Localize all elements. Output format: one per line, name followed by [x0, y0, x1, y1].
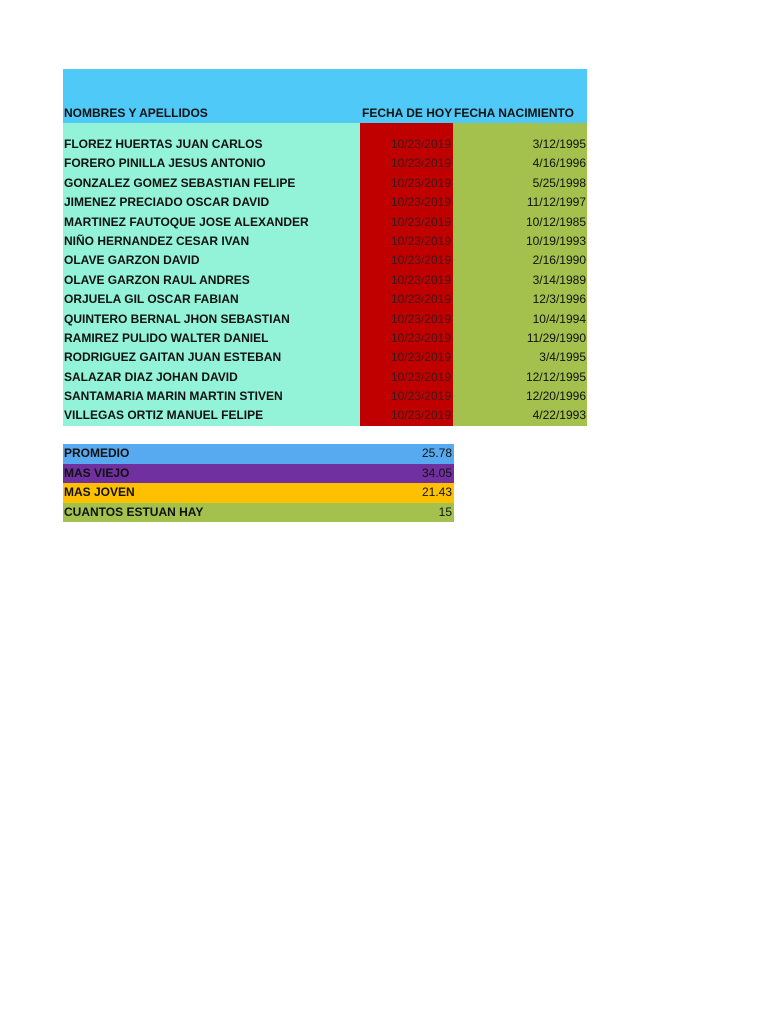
table-row	[63, 174, 587, 193]
cell-today-date[interactable]: 10/23/2019	[390, 214, 451, 229]
cell-today-date[interactable]: 10/23/2019	[390, 350, 451, 365]
cell-today-date[interactable]: 10/23/2019	[390, 253, 451, 268]
cell-name[interactable]: NIÑO HERNANDEZ CESAR IVAN	[64, 233, 250, 248]
cell-today-date[interactable]: 10/23/2019	[390, 272, 451, 287]
stat-label-cuantos[interactable]: CUANTOS ESTUAN HAY	[64, 504, 204, 519]
table-row	[63, 193, 587, 212]
cell-today-date[interactable]: 10/23/2019	[390, 156, 451, 171]
cell-name[interactable]: SANTAMARIA MARIN MARTIN STIVEN	[64, 389, 283, 404]
stat-row-promedio	[63, 444, 454, 464]
stat-label-promedio[interactable]: PROMEDIO	[64, 446, 130, 460]
cell-birth-date[interactable]: 3/14/1989	[532, 272, 586, 287]
stat-label-mas-joven[interactable]: MAS JOVEN	[64, 485, 135, 499]
table-row	[63, 368, 587, 387]
stat-row-mas-viejo	[63, 464, 454, 484]
header-names[interactable]: NOMBRES Y APELLIDOS	[64, 106, 208, 120]
table-row	[63, 310, 587, 329]
stat-value-cuantos[interactable]: 15	[438, 504, 452, 519]
cell-name[interactable]: RODRIGUEZ GAITAN JUAN ESTEBAN	[64, 350, 282, 365]
table-row	[63, 329, 587, 348]
cell-today-date[interactable]: 10/23/2019	[390, 175, 451, 190]
header-today-date[interactable]: FECHA DE HOY	[362, 106, 453, 120]
cell-birth-date[interactable]: 10/12/1985	[525, 214, 586, 229]
cell-name[interactable]: MARTINEZ FAUTOQUE JOSE ALEXANDER	[64, 214, 309, 229]
table-body	[63, 123, 587, 426]
cell-name[interactable]: VILLEGAS ORTIZ MANUEL FELIPE	[64, 408, 264, 423]
table-row	[63, 348, 587, 367]
cell-birth-date[interactable]: 4/22/1993	[532, 408, 586, 423]
stat-label-mas-viejo[interactable]: MAS VIEJO	[64, 465, 130, 480]
table-row	[63, 154, 587, 173]
cell-name[interactable]: SALAZAR DIAZ JOHAN DAVID	[64, 369, 238, 384]
cell-birth-date[interactable]: 10/19/1993	[525, 233, 586, 248]
cell-today-date[interactable]: 10/23/2019	[390, 311, 451, 326]
cell-birth-date[interactable]: 10/4/1994	[532, 311, 586, 326]
cell-birth-date[interactable]: 12/12/1995	[525, 369, 586, 384]
cell-name[interactable]: QUINTERO BERNAL JHON SEBASTIAN	[64, 311, 290, 326]
table-row	[63, 251, 587, 270]
table-row	[63, 387, 587, 406]
stat-row-mas-joven	[63, 483, 454, 503]
table-header	[63, 69, 587, 123]
cell-birth-date[interactable]: 12/20/1996	[525, 389, 586, 404]
cell-birth-date[interactable]: 11/29/1990	[526, 330, 586, 345]
cell-birth-date[interactable]: 11/12/1997	[526, 195, 586, 210]
stat-value-mas-viejo[interactable]: 34.05	[421, 465, 452, 480]
cell-name[interactable]: RAMIREZ PULIDO WALTER DANIEL	[64, 330, 269, 345]
cell-birth-date[interactable]: 2/16/1990	[532, 253, 586, 268]
cell-name[interactable]: OLAVE GARZON DAVID	[64, 253, 200, 268]
stat-value-promedio[interactable]: 25.78	[421, 446, 452, 460]
cell-birth-date[interactable]: 4/16/1996	[532, 156, 586, 171]
cell-birth-date[interactable]: 5/25/1998	[532, 175, 586, 190]
table-row	[63, 213, 587, 232]
student-table	[63, 69, 587, 426]
stat-value-mas-joven[interactable]: 21.43	[421, 485, 452, 499]
cell-today-date[interactable]: 10/23/2019	[390, 195, 451, 210]
cell-name[interactable]: FORERO PINILLA JESUS ANTONIO	[64, 156, 266, 171]
table-row	[63, 406, 587, 425]
header-birth-date[interactable]: FECHA NACIMIENTO	[454, 106, 574, 120]
cell-name[interactable]: GONZALEZ GOMEZ SEBASTIAN FELIPE	[64, 175, 296, 190]
table-row	[63, 135, 587, 154]
cell-name[interactable]: OLAVE GARZON RAUL ANDRES	[64, 272, 250, 287]
cell-today-date[interactable]: 10/23/2019	[390, 389, 451, 404]
cell-birth-date[interactable]: 3/12/1995	[532, 137, 586, 151]
table-row	[63, 232, 587, 251]
cell-name[interactable]: JIMENEZ PRECIADO OSCAR DAVID	[64, 195, 270, 210]
table-row	[63, 290, 587, 309]
cell-today-date[interactable]: 10/23/2019	[390, 369, 451, 384]
cell-name[interactable]: ORJUELA GIL OSCAR FABIAN	[64, 292, 239, 307]
cell-birth-date[interactable]: 3/4/1995	[539, 350, 586, 365]
cell-today-date[interactable]: 10/23/2019	[390, 408, 451, 423]
cell-today-date[interactable]: 10/23/2019	[390, 330, 451, 345]
stat-row-cuantos	[63, 503, 454, 523]
cell-today-date[interactable]: 10/23/2019	[390, 137, 451, 151]
cell-today-date[interactable]: 10/23/2019	[390, 233, 451, 248]
cell-today-date[interactable]: 10/23/2019	[390, 292, 451, 307]
cell-birth-date[interactable]: 12/3/1996	[532, 292, 586, 307]
summary-block	[63, 444, 454, 522]
table-row	[63, 271, 587, 290]
cell-name[interactable]: FLOREZ HUERTAS JUAN CARLOS	[64, 137, 263, 151]
